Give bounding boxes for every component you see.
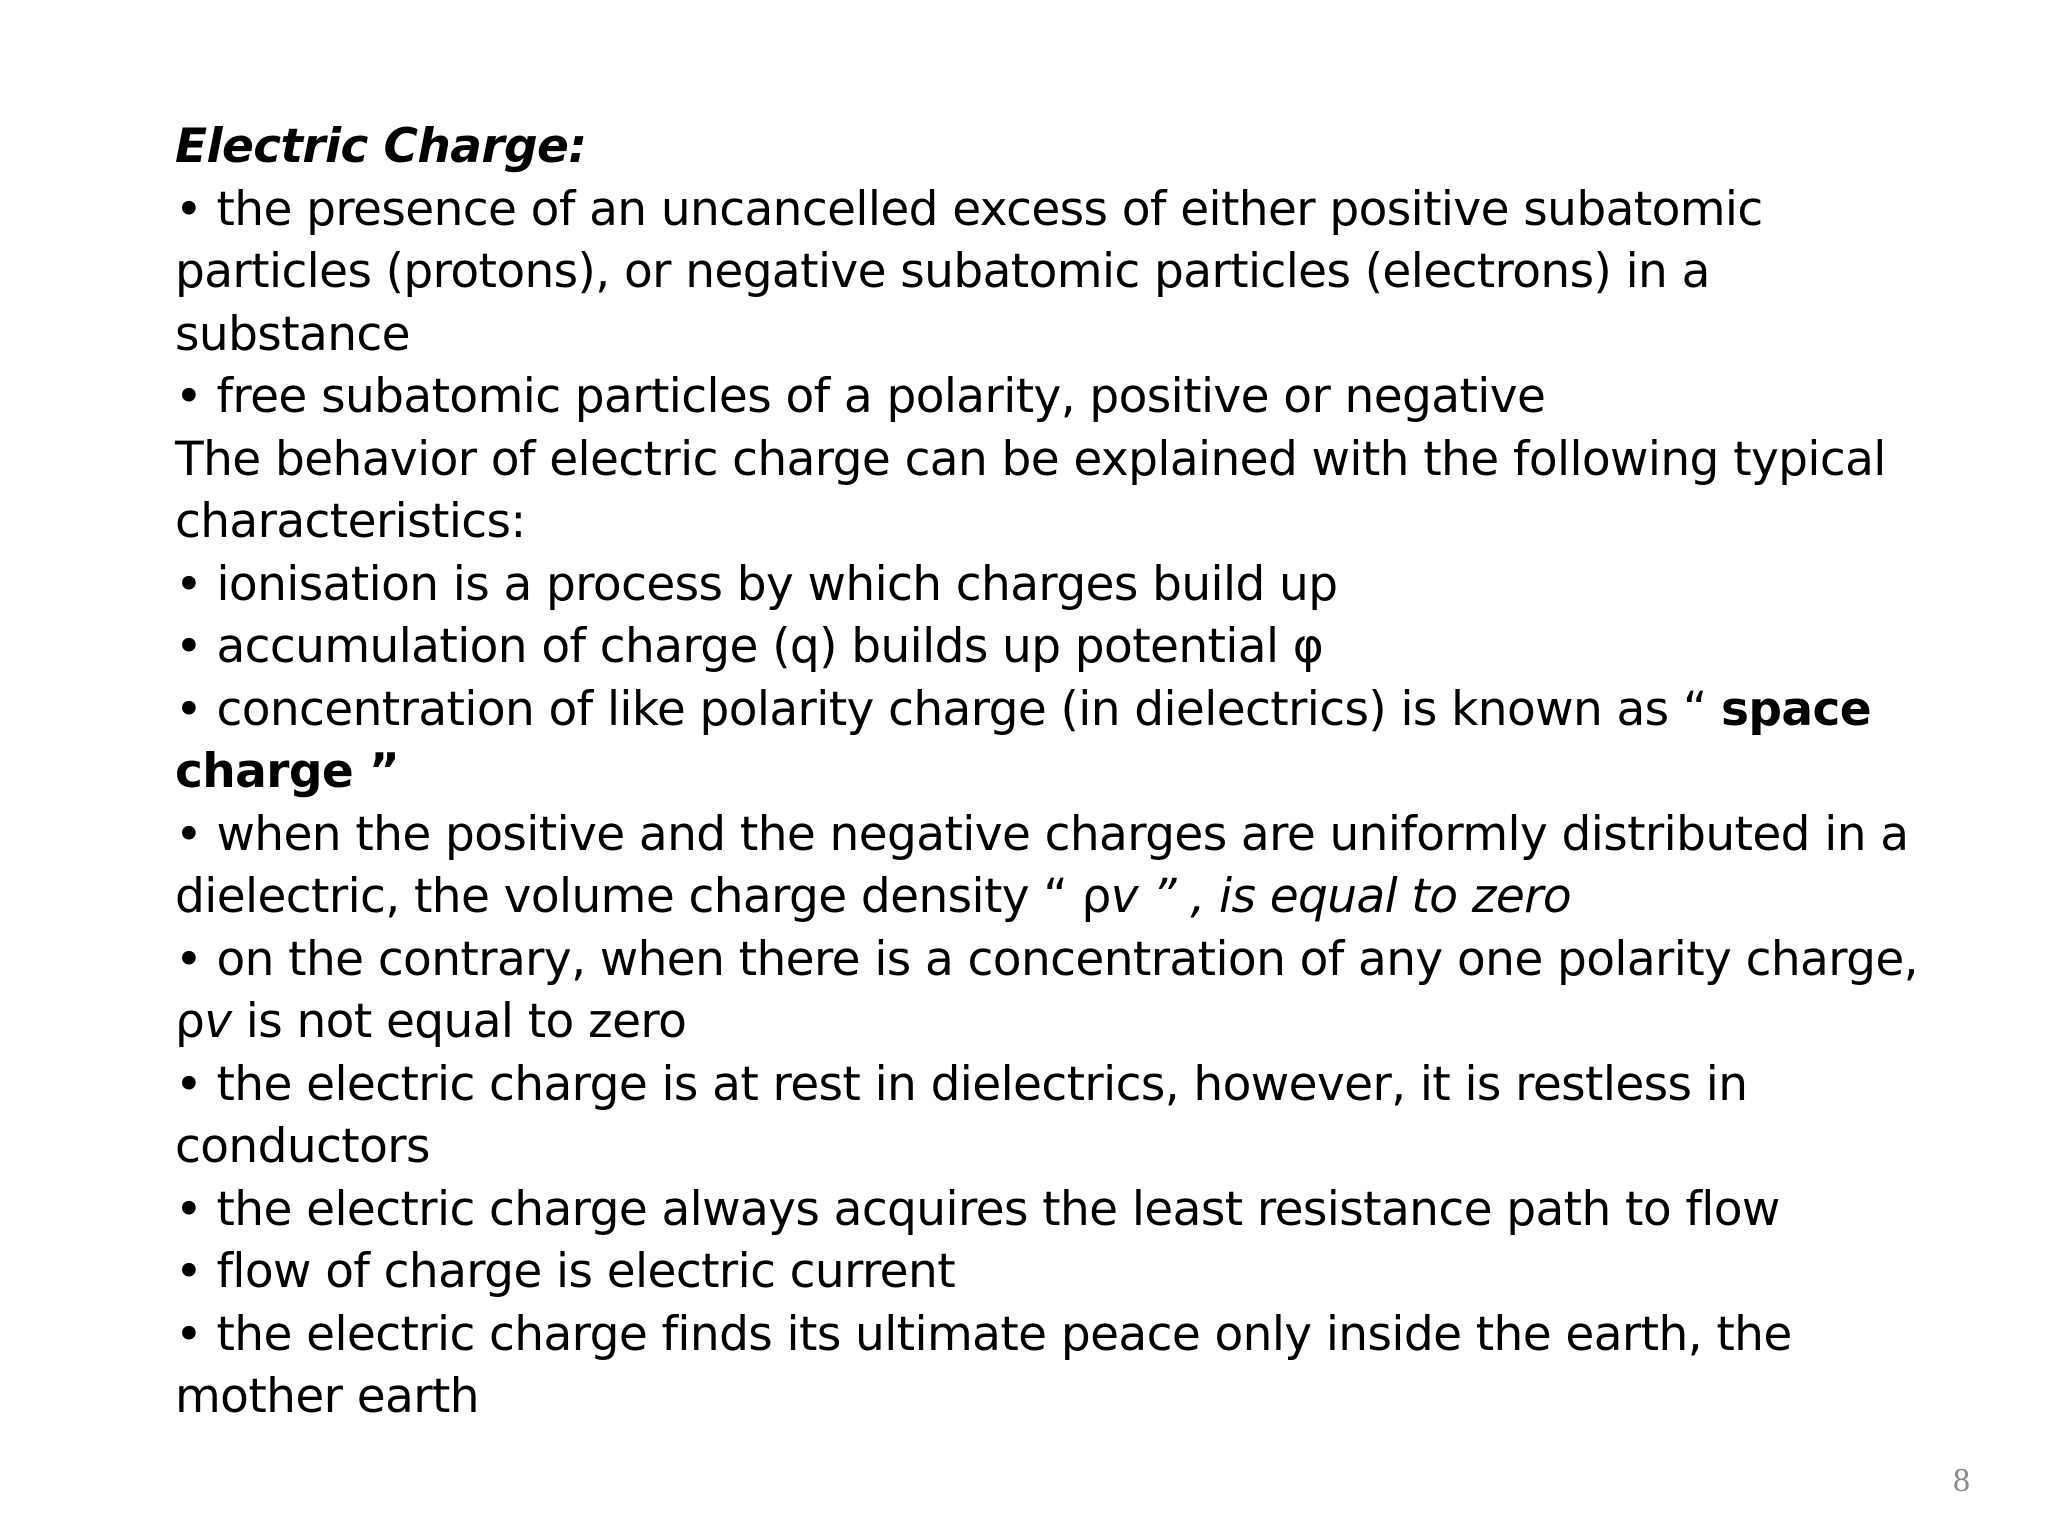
space-charge-term-end: charge ” (175, 744, 400, 799)
text-line: characteristics: (175, 494, 526, 549)
text-line: • accumulation of charge (q) builds up potential φ (175, 619, 1324, 674)
nonzero-density-text: is not equal to zero (231, 994, 687, 1049)
text-line: conductors (175, 1119, 430, 1174)
text-line: mother earth (175, 1369, 479, 1424)
text-line: • the electric charge always acquires the least resistance path to flow (175, 1181, 1780, 1237)
space-charge-text: • concentration of like polarity charge (in dielectrics) is known as “ (175, 681, 1721, 737)
space-charge-line (175, 679, 1915, 742)
text-line: • the electric charge is at rest in dielectrics, however, it is restless in (175, 1056, 1748, 1112)
rho-symbol: ρ (175, 994, 205, 1049)
text-line: The behavior of electric charge can be explained with the following typical (175, 431, 1886, 487)
text-line: • on the contrary, when there is a concentration of any one polarity charge, (175, 931, 1919, 987)
nonzero-density-line (175, 991, 1915, 1054)
text-line: • when the positive and the negative charges are uniformly distributed in a (175, 806, 1909, 862)
slide-content (175, 116, 1919, 1429)
text-line: • the presence of an uncancelled excess of either positive subatomic (175, 181, 1763, 237)
text-line: • free subatomic particles of a polarity, positive or negative (175, 369, 1546, 424)
v-symbol: v (204, 994, 232, 1049)
text-line: • ionisation is a process by which charges build up (175, 556, 1338, 612)
space-charge-term: space (1721, 681, 1872, 737)
zero-density-line (175, 866, 1915, 929)
text-line: substance (175, 306, 410, 362)
slide-title: Electric Charge: (175, 119, 587, 174)
zero-density-italic: v ” , is equal to zero (1110, 869, 1572, 924)
text-line: • flow of charge is electric current (175, 1244, 956, 1299)
page-number: 8 (1953, 1462, 1970, 1499)
zero-density-text: dielectric, the volume charge density “ ρ (175, 869, 1111, 924)
text-line: • the electric charge finds its ultimate peace only inside the earth, the (175, 1306, 1792, 1362)
text-line: particles (protons), or negative subatomic particles (electrons) in a (175, 244, 1710, 299)
